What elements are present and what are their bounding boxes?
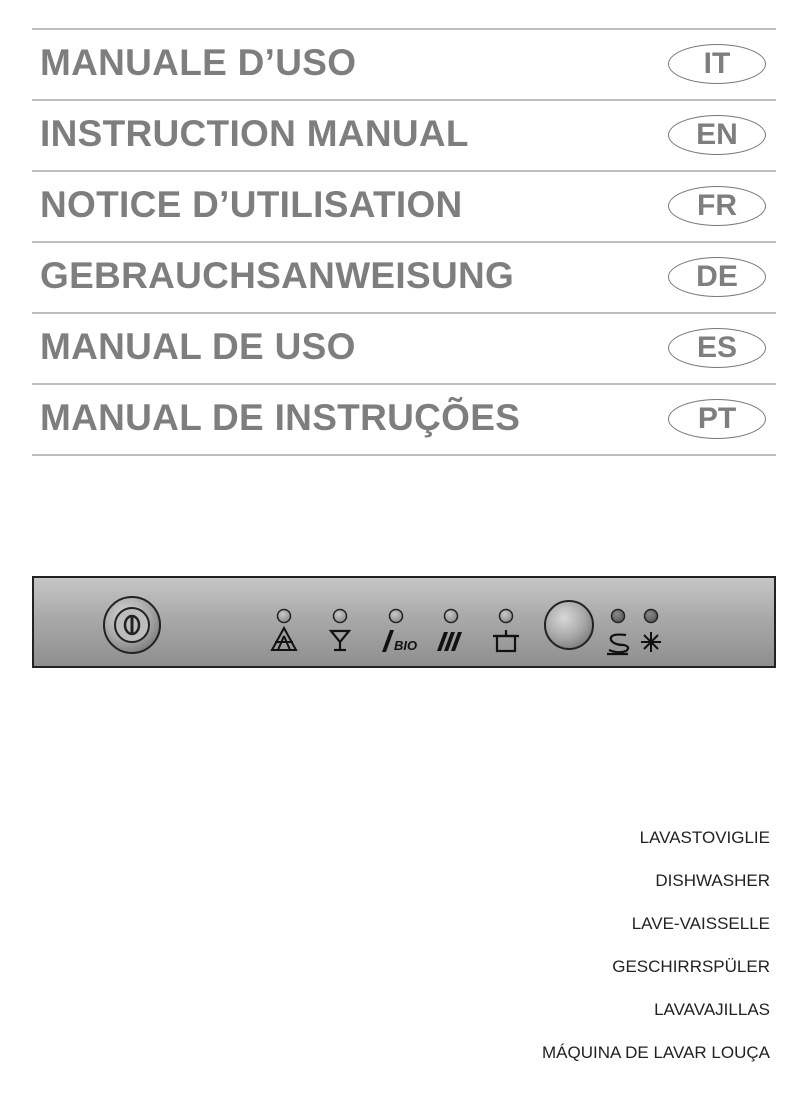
product-name-list	[542, 826, 770, 1084]
programme-led-5	[500, 610, 513, 623]
language-badge-de: DE	[668, 257, 766, 297]
glass-icon	[331, 631, 349, 650]
manual-title: MANUAL DE USO	[40, 326, 356, 367]
programme-led-4	[445, 610, 458, 623]
language-badge-fr: FR	[668, 186, 766, 226]
manual-title: NOTICE D’UTILISATION	[40, 184, 463, 225]
product-name-de: GESCHIRRSPÜLER	[612, 957, 770, 976]
programme-led-2	[334, 610, 347, 623]
product-name-pt: MÁQUINA DE LAVAR LOUÇA	[542, 1043, 770, 1062]
product-name-es: LAVAVAJILLAS	[654, 1000, 770, 1019]
dishwasher-control-panel	[32, 576, 776, 668]
bio-label: BIO	[394, 638, 418, 653]
pot-icon	[493, 630, 519, 651]
manual-title-row-pt	[32, 383, 776, 456]
language-badge-en: EN	[668, 115, 766, 155]
prewash-icon	[272, 628, 296, 650]
manual-title-row-it	[32, 28, 776, 99]
programme-led-3	[390, 610, 403, 623]
rinse-aid-icon	[641, 632, 661, 652]
product-name-it: LAVASTOVIGLIE	[639, 828, 770, 847]
manual-title-row-fr	[32, 170, 776, 241]
programme-knob-icon[interactable]	[545, 601, 593, 649]
salt-led	[612, 610, 625, 623]
language-badge-es: ES	[668, 328, 766, 368]
control-panel-drawing	[34, 578, 774, 666]
manual-title: INSTRUCTION MANUAL	[40, 113, 469, 154]
salt-icon	[607, 635, 628, 654]
product-name-fr: LAVE-VAISSELLE	[631, 914, 770, 933]
manual-title: GEBRAUCHSANWEISUNG	[40, 255, 515, 296]
manual-title-row-en	[32, 99, 776, 170]
product-name-en: DISHWASHER	[655, 871, 770, 890]
manual-title: MANUALE D’USO	[40, 42, 357, 83]
intensive-icon	[437, 632, 462, 651]
manual-title-row-de	[32, 241, 776, 312]
programme-led-1	[278, 610, 291, 623]
language-badge-it: IT	[668, 44, 766, 84]
bio-icon	[382, 630, 417, 653]
rinse-aid-led	[645, 610, 658, 623]
manual-title-list	[32, 28, 776, 456]
manual-title: MANUAL DE INSTRUÇÕES	[40, 397, 521, 438]
language-badge-pt: PT	[668, 399, 766, 439]
manual-title-row-es	[32, 312, 776, 383]
power-knob-icon[interactable]	[104, 597, 160, 653]
